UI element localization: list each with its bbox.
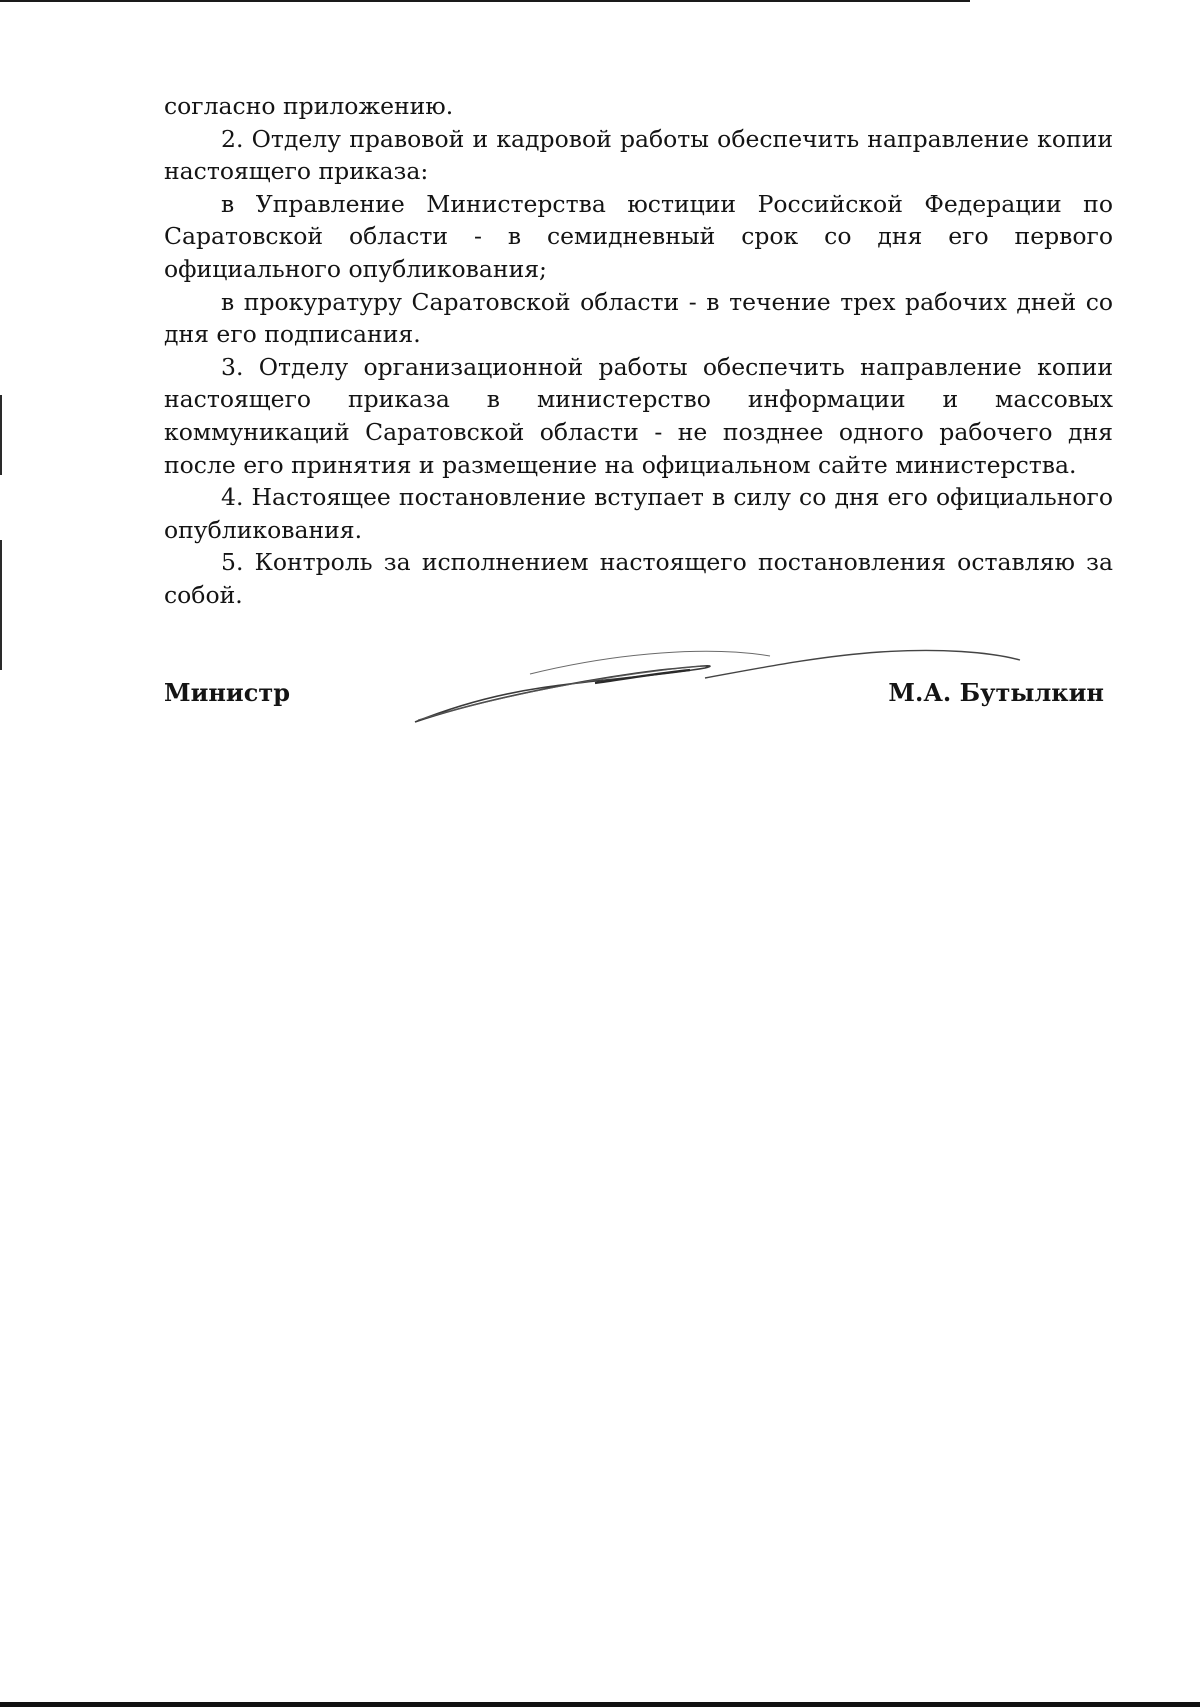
paragraph: согласно приложению.: [164, 92, 454, 120]
signature-block: [164, 670, 1104, 722]
paragraph: в Управление Министерства юстиции Российской Федерации по Саратовской области - в семидневный срок со дня его первого официального опубликования;: [164, 189, 1113, 283]
paragraph: 2. Отделу правовой и кадровой работы обеспечить направление копии настоящего приказа:: [164, 124, 1113, 186]
scan-bottom-border: [0, 1702, 1200, 1707]
scan-top-border: [0, 0, 970, 2]
signatory-name: М.А. Бутылкин: [888, 678, 1104, 707]
document-body: [164, 90, 1113, 612]
paragraph: в прокуратуру Саратовской области - в течение трех рабочих дней со дня его подписания.: [164, 287, 1113, 349]
scan-left-edge-mark: [0, 395, 2, 475]
signatory-title: Министр: [164, 678, 290, 707]
paragraph: 4. Настоящее постановление вступает в силу со дня его официального опубликования.: [164, 483, 1113, 544]
paragraph: 3. Отделу организационной работы обеспечить направление копии настоящего приказа в министерство информации и массовых коммуникаций Саратовской области - не позднее одного рабочего дня после его принятия и размещение на официальном сайте министерства.: [164, 352, 1113, 479]
paragraph: 5. Контроль за исполнением настоящего постановления оставляю за собой.: [164, 548, 1113, 609]
scan-left-edge-mark: [0, 540, 2, 670]
